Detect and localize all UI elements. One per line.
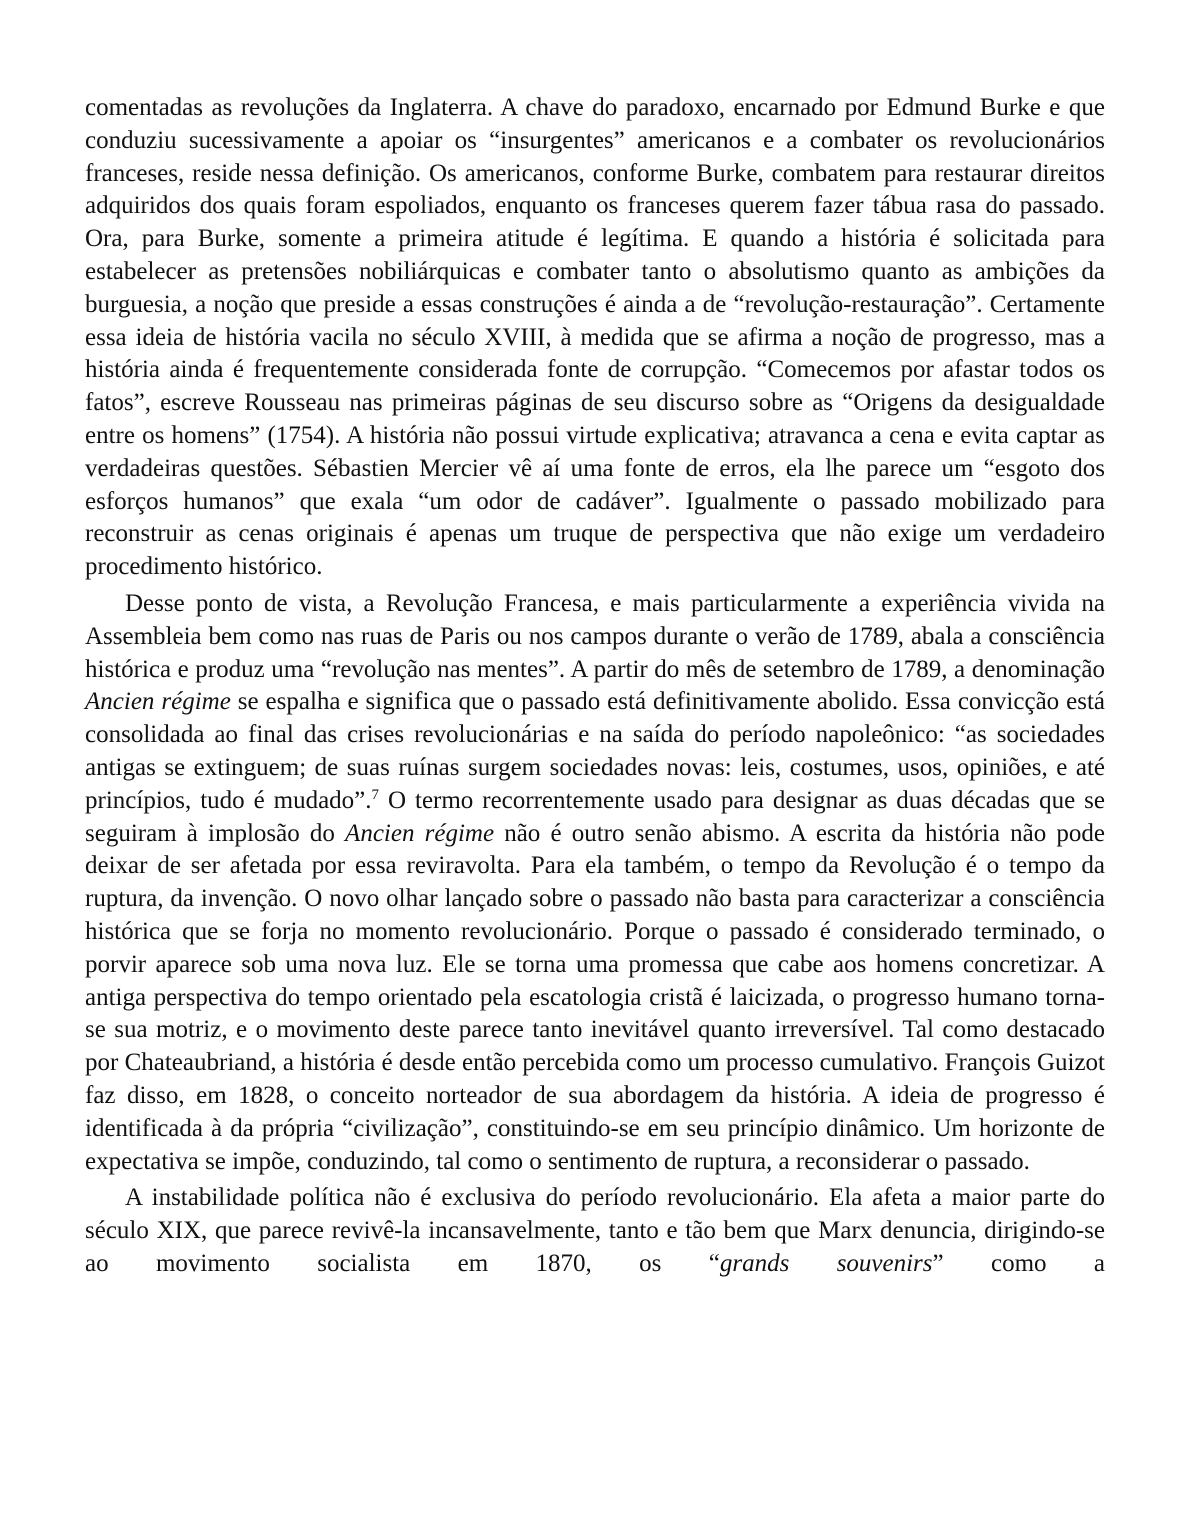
paragraph-text: não é outro senão abismo. A escrita da história não pode deixar de ser afetada por essa reviravolta. Para ela também, o tempo da Revolução é o tempo da ruptura, da invenção. O novo olhar lançado sobre o passado não basta para caracterizar a consciência histórica que se forja no momento revolucionário. Porque o passado é considerado terminado, o porvir aparece sob uma nova luz. Ele se torna uma promessa que cabe aos homens concretizar. A antiga perspectiva do tempo orientado pela escatologia cristã é laicizada, o progresso humano torna-se sua motriz, e o movimento deste parece tanto inevitável quanto irreversível. Tal como destacado por Chateaubriand, a história é desde então percebida como um processo cumulativo. François Guizot faz disso, em 1828, o conceito norteador de sua abordagem da história. A ideia de progresso é identificada à da própria “civilização”, constituindo-se em seu princípio dinâmico. Um horizonte de expectativa se impõe, conduzindo, tal como o sentimento de ruptura, a reconsiderar o passado. xyxy=(85,819,1105,1175)
paragraph-text: A instabilidade política não é exclusiva do período revolucionário. Ela afeta a maior parte do século XIX, que parece revivê-la incansavelmente, tanto e tão bem que Marx denuncia, dirigindo-se ao movimento socialista em 1870, os “ xyxy=(85,1184,1105,1277)
paragraph-text: se espalha e significa que o passado está definitivamente abolido. Essa convicção está consolidada ao final das crises revolucionárias e na saída do período napoleônico: “as sociedades antigas se extinguem; de suas ruínas surgem sociedades novas: leis, costumes, usos, opiniões, e até princípios, tudo é mudado”. xyxy=(85,688,1105,814)
paragraph-text: comentadas as revoluções da Inglaterra. A chave do paradoxo, encarnado por Edmund Burke e que conduziu sucessivamente a apoiar os “insurgentes” americanos e a combater os revolucionários franceses, reside nessa definição. Os americanos, conforme Burke, combatem para restaurar direitos adquiridos dos quais foram espoliados, enquanto os franceses querem fazer tábua rasa do passado. Ora, para Burke, somente a primeira atitude é legítima. E quando a história é solicitada para estabelecer as pretensões nobiliárquicas e combater tanto o absolutismo quanto as ambições da burguesia, a noção que preside a essas construções é ainda a de “revolução-restauração”. Certamente essa ideia de história vacila no século XVIII, à medida que se afirma a noção de progresso, mas a história ainda é frequentemente considerada fonte de corrupção. “Comecemos por afastar todos os fatos”, escreve Rousseau nas primeiras páginas de seu discurso sobre as “Origens da desigualdade entre os homens” (1754). A história não possui virtude explicativa; atravanca a cena e evita captar as verdadeiras questões. Sébastien Mercier vê aí uma fonte de erros, ela lhe parece um “esgoto dos esforços humanos” que exala “um odor de cadáver”. Igualmente o passado mobilizado para reconstruir as cenas originais é apenas um truque de perspectiva que não exige um verdadeiro procedimento histórico. xyxy=(85,94,1105,581)
paragraph-text: ” como a xyxy=(932,1249,1105,1277)
body-paragraph xyxy=(85,588,1105,1178)
body-paragraph xyxy=(85,1182,1105,1280)
italic-term: Ancien régime xyxy=(345,819,495,847)
document-page xyxy=(85,92,1105,1285)
body-paragraph xyxy=(85,92,1105,584)
italic-term: Ancien régime xyxy=(85,688,231,716)
paragraph-text: O termo recorrentemente usado para designar as duas décadas que se seguiram à implosão do xyxy=(85,786,1105,847)
footnote-marker: 7 xyxy=(371,786,380,803)
italic-term: grands souvenirs xyxy=(719,1249,933,1277)
paragraph-text: Desse ponto de vista, a Revolução Francesa, e mais particularmente a experiência vivida na Assembleia bem como nas ruas de Paris ou nos campos durante o verão de 1789, abala a consciência histórica e produz uma “revolução nas mentes”. A partir do mês de setembro de 1789, a denominação xyxy=(85,589,1105,683)
